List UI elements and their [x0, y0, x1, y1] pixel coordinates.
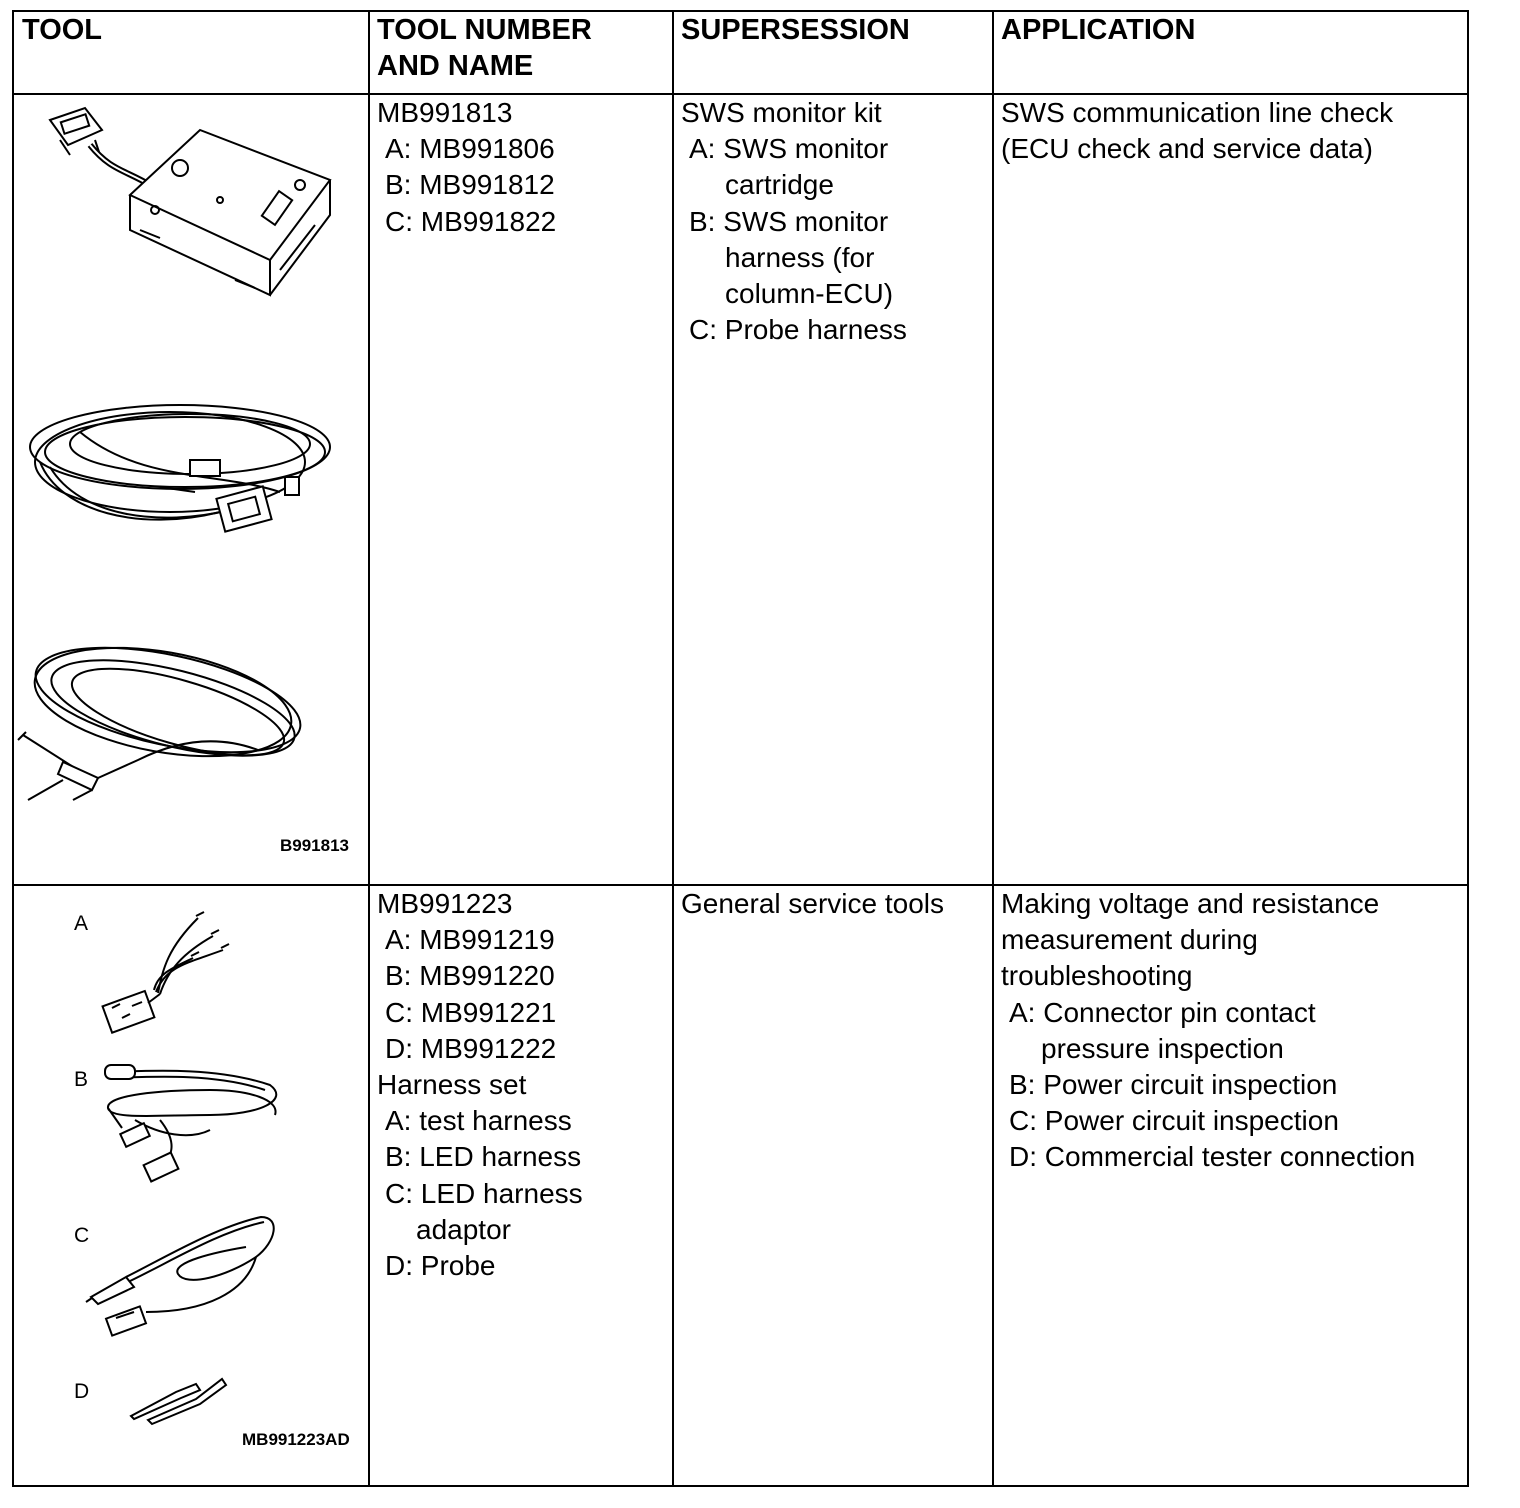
tool-number-sub: A: MB991219: [385, 924, 555, 956]
part-label-c: C: [74, 1224, 90, 1247]
tool-name-sub: C: LED harness: [385, 1177, 583, 1209]
probe-harness-illustration: [18, 640, 318, 810]
figure-id-mb991223ad: MB991223AD: [242, 1430, 350, 1449]
tool-name-sub: D: Probe: [385, 1249, 496, 1281]
tool-number-main: MB991223: [377, 888, 513, 919]
application-cell-row2: [1001, 886, 1415, 1176]
supersession-line: B: SWS monitor: [689, 205, 889, 237]
header-supersession: SUPERSESSION: [681, 14, 910, 46]
tool-number-sub: A: MB991806: [385, 133, 555, 165]
test-harness-illustration: [98, 908, 233, 1033]
application-line: B: Power circuit inspection: [1009, 1068, 1338, 1100]
sws-monitor-cartridge-illustration: [30, 100, 340, 300]
tool-number-cell-row2: [377, 886, 583, 1284]
application-line: (ECU check and service data): [1001, 133, 1373, 165]
table-border-right: [1467, 10, 1469, 1487]
supersession-line: cartridge: [725, 169, 834, 201]
tool-name-sub: A: test harness: [385, 1105, 572, 1137]
tool-number-main: MB991813: [377, 97, 513, 128]
application-line: C: Power circuit inspection: [1009, 1105, 1339, 1137]
tool-name-sub: B: LED harness: [385, 1141, 582, 1173]
probe-illustration: [126, 1374, 231, 1424]
led-harness-adaptor-illustration: [86, 1212, 286, 1342]
supersession-line: General service tools: [681, 888, 945, 919]
application-line: SWS communication line check: [1001, 97, 1394, 128]
table-border-bottom: [12, 1485, 1469, 1487]
tool-name-main: Harness set: [377, 1068, 527, 1100]
column-divider-1: [368, 10, 370, 1487]
application-line: troubleshooting: [1001, 960, 1193, 992]
tool-number-sub: D: MB991222: [385, 1032, 557, 1064]
supersession-line: C: Probe harness: [689, 314, 907, 346]
application-line: measurement during: [1001, 924, 1258, 956]
application-cell-row1: [1001, 95, 1393, 167]
tool-number-sub: B: MB991812: [385, 169, 555, 201]
supersession-cell-row1: [681, 95, 907, 348]
supersession-cell-row2: [681, 886, 944, 922]
part-label-d: D: [74, 1380, 90, 1403]
column-divider-2: [672, 10, 674, 1487]
supersession-line: column-ECU): [725, 277, 894, 309]
part-label-b: B: [74, 1068, 89, 1091]
led-harness-illustration: [100, 1060, 290, 1190]
header-tool: TOOL: [22, 14, 103, 46]
application-line: A: Connector pin contact: [1009, 996, 1316, 1028]
supersession-line: A: SWS monitor: [689, 133, 889, 165]
application-line: Making voltage and resistance: [1001, 888, 1380, 919]
sws-monitor-harness-illustration: [20, 392, 340, 542]
table-border-left: [12, 10, 14, 1487]
application-line: pressure inspection: [1041, 1032, 1284, 1064]
tool-number-sub: C: MB991221: [385, 996, 557, 1028]
header-tool-number-line1: TOOL NUMBER: [377, 14, 592, 46]
tool-number-sub: B: MB991220: [385, 960, 555, 992]
part-label-a: A: [74, 912, 89, 935]
supersession-line: harness (for: [725, 241, 875, 273]
application-line: D: Commercial tester connection: [1009, 1141, 1416, 1173]
supersession-line: SWS monitor kit: [681, 97, 882, 128]
header-application: APPLICATION: [1001, 14, 1196, 46]
column-divider-3: [992, 10, 994, 1487]
tool-number-sub: C: MB991822: [385, 205, 557, 237]
tool-number-cell-row1: [377, 95, 556, 240]
figure-id-b991813: B991813: [280, 836, 350, 855]
tool-name-sub: adaptor: [416, 1213, 511, 1245]
header-tool-number: [377, 12, 592, 84]
header-tool-number-line2: AND NAME: [377, 50, 534, 82]
